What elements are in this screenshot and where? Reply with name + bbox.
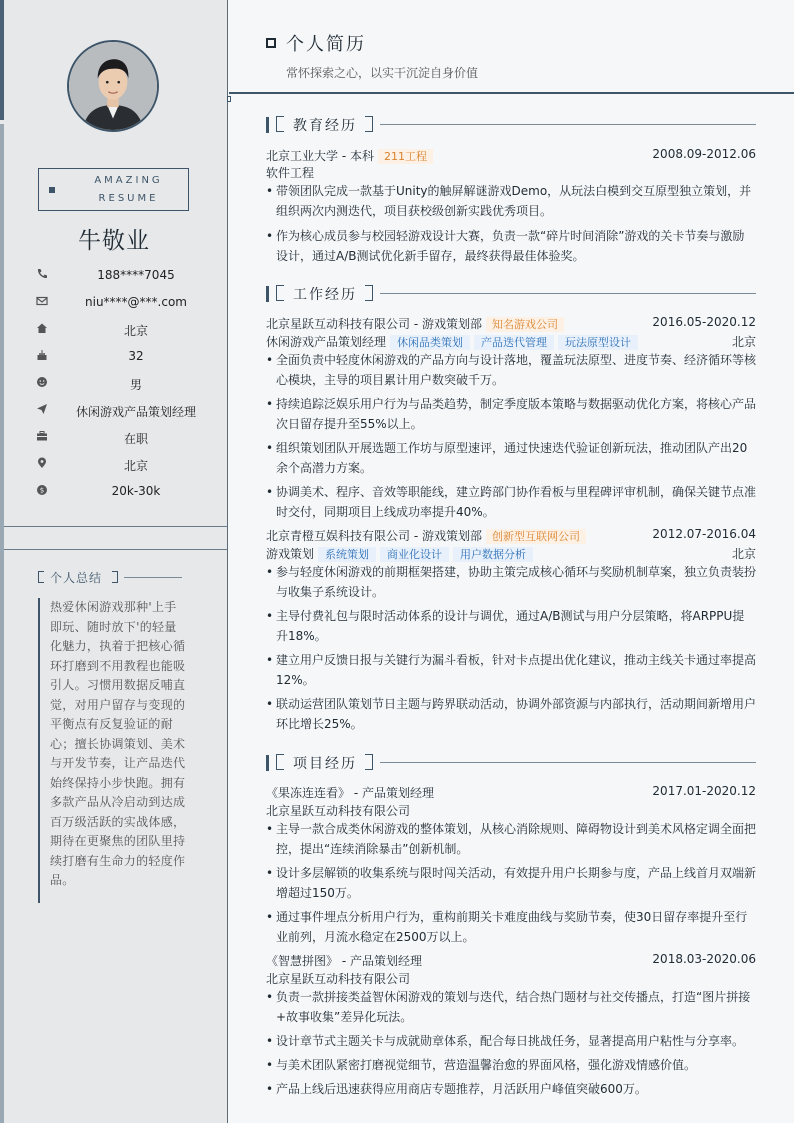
list-item: • 持续追踪泛娱乐用户行为与品类趋势，制定季度版本策略与数据驱动优化方案，将核心产品次日留存提升至55%以上。 (266, 394, 756, 434)
info-home-value: 北京 (123, 324, 148, 338)
sidebar-divider-2 (4, 549, 227, 550)
summary-title: 个人总结 (50, 571, 103, 585)
job-date: 2016.05-2020.12 (652, 315, 756, 329)
location-icon (36, 457, 50, 471)
list-item: • 组织策划团队开展选题工作坊与原型速评，通过快速迭代验证创新玩法，推动团队产出20余个高潜力方案。 (266, 438, 756, 478)
home-icon (36, 322, 50, 336)
job-2-header-row (266, 527, 756, 543)
info-phone-value: 188****7045 (97, 268, 175, 282)
project-1-company-row (266, 802, 756, 818)
info-location (36, 455, 216, 475)
badge-amazing: AMAZING (94, 175, 163, 186)
summary-heading-line (124, 577, 182, 578)
sidebar (0, 0, 228, 1123)
project-2-company-row (266, 970, 756, 986)
job-1-header-row (266, 315, 756, 331)
list-item: • 联动运营团队策划节日主题与跨界联动活动，协调外部资源与内部执行，活动期间新增用户环比增长25%。 (266, 694, 756, 734)
list-item: • 参与轻度休闲游戏的前期框架搭建，协助主策完成核心循环与奖励机制草案，独立负责装扮与收集子系统设计。 (266, 562, 756, 602)
education-major-row (266, 164, 756, 180)
list-item: • 与美术团队紧密打磨视觉细节，营造温馨治愈的界面风格，强化游戏情感价值。 (266, 1055, 756, 1075)
info-home (36, 320, 216, 340)
info-age (36, 347, 216, 367)
job-role: 游戏策划 (266, 547, 315, 561)
project-name: 《果冻连连看》 - 产品策划经理 (266, 786, 434, 800)
info-age-value: 32 (128, 349, 144, 363)
info-salary-value: 20k-30k (111, 484, 161, 498)
job-company: 北京青橙互娱科技有限公司 - 游戏策划部 (266, 529, 482, 543)
section-bracket-left (276, 285, 284, 301)
list-item: • 主导付费礼包与限时活动体系的设计与调优，通过A/B测试与用户分层策略，将ARPPU提升18%。 (266, 606, 756, 646)
job-1-role-row (266, 333, 756, 349)
face-icon (36, 376, 50, 390)
skill-tag: 系统策划 (318, 547, 376, 562)
section-bracket-right (365, 285, 373, 301)
list-item: • 通过事件埋点分析用户行为，重构前期关卡难度曲线与奖励节奏，使30日留存率提升至行业前列，月流水稳定在2500万以上。 (266, 907, 756, 947)
section-bar (266, 755, 269, 771)
education-header-row (266, 147, 756, 163)
sidebar-divider-1 (4, 526, 227, 527)
mail-icon (36, 295, 50, 309)
section-education-heading (266, 116, 756, 134)
briefcase-icon (36, 430, 50, 444)
job-company-tag: 知名游戏公司 (486, 317, 564, 332)
section-title: 项目经历 (293, 756, 357, 772)
badge-resume: RESUME (98, 193, 159, 204)
info-position (36, 401, 216, 421)
info-gender (36, 374, 216, 394)
project-date: 2018.03-2020.06 (652, 952, 756, 966)
info-position-value: 休闲游戏产品策划经理 (75, 405, 196, 419)
section-line (380, 124, 756, 125)
section-bracket-right (365, 754, 373, 770)
job-company-tag: 创新型互联网公司 (486, 529, 586, 544)
summary-heading (38, 569, 188, 585)
info-email (36, 293, 216, 313)
info-status (36, 428, 216, 448)
skill-tag: 用户数据分析 (453, 547, 533, 562)
cake-icon (36, 349, 50, 363)
job-date: 2012.07-2016.04 (652, 527, 756, 541)
skill-tag: 产品迭代管理 (474, 335, 554, 350)
project-1-header-row (266, 784, 756, 800)
list-item: • 负责一款拼接类益智休闲游戏的策划与迭代，结合热门题材与社交传播点，打造“图片拼接+故事收集”差异化玩法。 (266, 987, 756, 1027)
title-square-icon (266, 38, 276, 48)
education-school: 北京工业大学 - 本科 (266, 149, 374, 163)
list-item: • 建立用户反馈日报与关键行为漏斗看板，针对卡点提出优化建议，推动主线关卡通过率提高12%。 (266, 650, 756, 690)
project-date: 2017.01-2020.12 (652, 784, 756, 798)
phone-icon (36, 268, 50, 282)
project-company: 北京星跃互动科技有限公司 (266, 804, 411, 818)
info-phone (36, 266, 216, 286)
salary-icon (36, 484, 50, 498)
education-tag: 211工程 (378, 149, 433, 164)
main-content (229, 0, 794, 1123)
page-title: 个人简历 (286, 34, 366, 55)
section-line (380, 293, 756, 294)
section-bracket-left (276, 754, 284, 770)
avatar-portrait-icon (69, 42, 157, 130)
amazing-resume-badge (38, 168, 189, 211)
project-name: 《智慧拼图》 - 产品策划经理 (266, 954, 422, 968)
header-divider-marker (227, 96, 231, 102)
section-title: 工作经历 (293, 287, 357, 303)
svg-text:$: $ (39, 486, 45, 495)
avatar (67, 40, 159, 132)
job-city: 北京 (731, 335, 756, 349)
section-work-heading (266, 285, 756, 303)
section-bracket-right (365, 116, 373, 132)
list-item: • 主导一款合成类休闲游戏的整体策划，从核心消除规则、障碍物设计到美术风格定调全面把控，提出“连续消除暴击”创新机制。 (266, 819, 756, 859)
list-item: • 产品上线后迅速获得应用商店专题推荐，月活跃用户峰值突破600万。 (266, 1079, 756, 1099)
education-date: 2008.09-2012.06 (652, 147, 756, 161)
info-location-value: 北京 (123, 459, 148, 473)
list-item: • 作为核心成员参与校园轻游戏设计大赛，负责一款“碎片时间消除”游戏的关卡节奏与激励设计，通过A/B测试优化新手留存，最终获得最佳体验奖。 (266, 226, 756, 266)
skill-tag: 玩法原型设计 (558, 335, 638, 350)
list-item: • 带领团队完成一款基于Unity的触屏解谜游戏Demo，从玩法白模到交互原型独立策划，并组织两次内测迭代，项目获校级创新实践优秀项目。 (266, 181, 756, 221)
page-subtitle: 常怀探索之心，以实干沉淀自身价值 (286, 66, 479, 80)
project-company: 北京星跃互动科技有限公司 (266, 972, 411, 986)
job-2-role-row (266, 545, 756, 561)
summary-bracket-left (38, 571, 44, 583)
job-city: 北京 (731, 547, 756, 561)
education-major: 软件工程 (266, 166, 315, 180)
project-2-header-row (266, 952, 756, 968)
info-status-value: 在职 (123, 432, 148, 446)
list-item: • 设计多层解锁的收集系统与限时闯关活动，有效提升用户长期参与度，产品上线首月双端新增超过150万。 (266, 863, 756, 903)
skill-tag: 商业化设计 (380, 547, 449, 562)
summary-text: 热爱休闲游戏那种'上手即玩、随时放下'的轻量化魅力，执着于把核心循环打磨到不用教程也能吸引人。习惯用数据反哺直觉，对用户留存与变现的平衡点有反复验证的耐心；擅长协调策划、美术与开发节奏，让产品迭代始终保持小步快跑。拥有多款产品从冷启动到达成百万级活跃的实战体感，期待在更聚焦的团队里持续打磨有生命力的轻度作品。 (38, 598, 188, 903)
badge-square-icon (49, 187, 55, 193)
section-bar (266, 286, 269, 302)
section-bracket-left (276, 116, 284, 132)
candidate-name: 牛敬业 (78, 228, 150, 254)
section-bar (266, 117, 269, 133)
section-projects-heading (266, 754, 756, 772)
job-company: 北京星跃互动科技有限公司 - 游戏策划部 (266, 317, 482, 331)
info-email-value: niu****@***.com (85, 295, 187, 309)
header-divider (229, 92, 794, 94)
list-item: • 全面负责中轻度休闲游戏的产品方向与设计落地，覆盖玩法原型、进度节奏、经济循环等核心模块，主导的项目累计用户数突破千万。 (266, 350, 756, 390)
info-gender-value: 男 (129, 378, 142, 392)
list-item: • 设计章节式主题关卡与成就勋章体系，配合每日挑战任务，显著提高用户粘性与分享率。 (266, 1031, 756, 1051)
list-item: • 协调美术、程序、音效等职能线，建立跨部门协作看板与里程碑评审机制，确保关键节点准时交付，同期项目上线成功率提升40%。 (266, 482, 756, 522)
sidebar-edge-accent (0, 0, 4, 120)
section-title: 教育经历 (293, 118, 357, 134)
skill-tag: 休闲品类策划 (390, 335, 470, 350)
send-icon (36, 403, 50, 417)
sidebar-edge-accent-lower (0, 124, 4, 1123)
summary-bracket-right (112, 571, 118, 583)
section-line (380, 762, 756, 763)
job-role: 休闲游戏产品策划经理 (266, 335, 387, 349)
info-salary (36, 482, 216, 502)
